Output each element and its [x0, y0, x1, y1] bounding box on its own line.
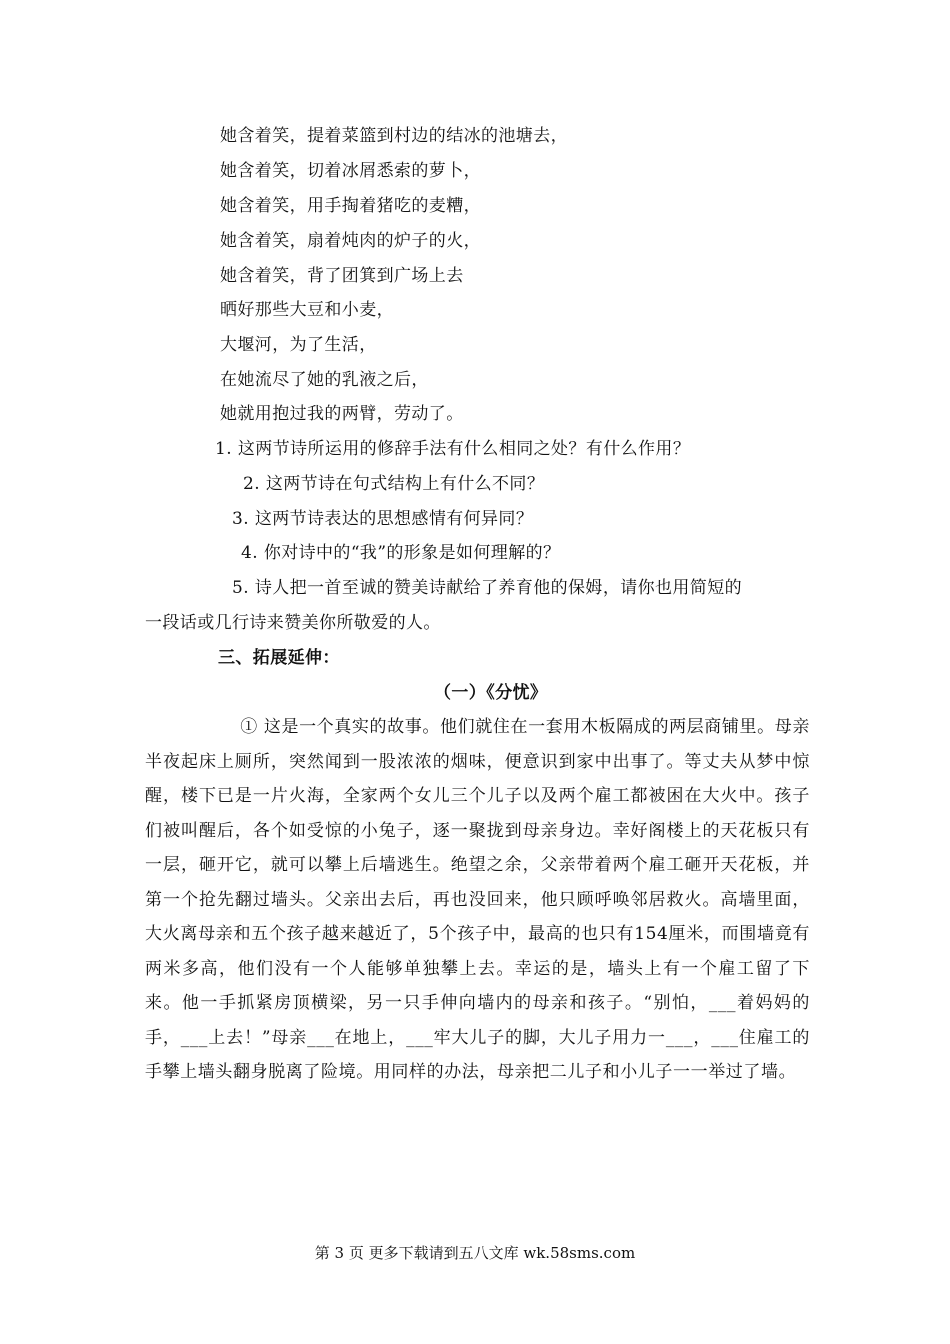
- article-paragraph: ① 这是一个真实的故事。他们就住在一套用木板隔成的两层商铺里。母亲半夜起床上厕所，突然闻到一股浓浓的烟味，便意识到家中出事了。等丈夫从梦中惊醒，楼下已是一片火海，全家两个女儿三个儿子以及两个雇工都被困在大火中。孩子们被叫醒后，各个如受惊的小兔子，逐一聚拢到母亲身边。幸好阁楼上的天花板只有一层，砸开它，就可以攀上后墙逃生。绝望之余，父亲带着两个雇工砸开天花板，并第一个抢先翻过墙头。父亲出去后，再也没回来，他只顾呼唤邻居救火。高墙里面，大火离母亲和五个孩子越来越近了，5个孩子中，最高的也只有154厘米，而围墙竟有两米多高，他们没有一个人能够单独攀上去。幸运的是，墙头上有一个雇工留了下来。他一手抓紧房顶横梁，另一只手伸向墙内的母亲和孩子。“别怕，___着妈妈的手，___上去！”母亲___在地上，___牢大儿子的脚，大儿子用力一___，___住雇工的手攀上墙头翻身脱离了险境。用同样的办法，母亲把二儿子和小儿子一一举过了墙。: [145, 717, 810, 1082]
- poem-line: 她含着笑，提着菜篮到村边的结冰的池塘去，: [220, 126, 568, 146]
- poem-line: 她含着笑，用手掏着猪吃的麦糟，: [220, 196, 481, 216]
- poem-line: 晒好那些大豆和小麦，: [220, 300, 394, 320]
- question-4: 4. 你对诗中的“我”的形象是如何理解的？: [241, 543, 561, 563]
- question-5-continuation: 一段话或几行诗来赞美你所敬爱的人。: [145, 613, 441, 633]
- question-2: 2. 这两节诗在句式结构上有什么不同？: [243, 474, 545, 494]
- question-1: 1. 这两节诗所运用的修辞手法有什么相同之处？有什么作用？: [215, 439, 691, 459]
- article-title: （一）《分忧》: [434, 683, 548, 703]
- poem-line: 她就用抱过我的两臂，劳动了。: [220, 404, 464, 424]
- question-5: 5. 诗人把一首至诚的赞美诗献给了养育他的保姆，请你也用简短的: [232, 578, 743, 598]
- poem-line: 她含着笑，扇着炖肉的炉子的火，: [220, 231, 481, 251]
- poem-line: 她含着笑，切着冰屑悉索的萝卜，: [220, 161, 481, 181]
- poem-line: 在她流尽了她的乳液之后，: [220, 370, 429, 390]
- poem-line: 大堰河，为了生活，: [220, 335, 377, 355]
- section-heading: 三、拓展延伸：: [218, 648, 340, 668]
- question-3: 3. 这两节诗表达的思想感情有何异同？: [232, 509, 534, 529]
- page-footer: 第 3 页 更多下载请到五八文库 wk.58sms.com: [314, 1244, 636, 1262]
- poem-line: 她含着笑，背了团箕到广场上去: [220, 266, 464, 286]
